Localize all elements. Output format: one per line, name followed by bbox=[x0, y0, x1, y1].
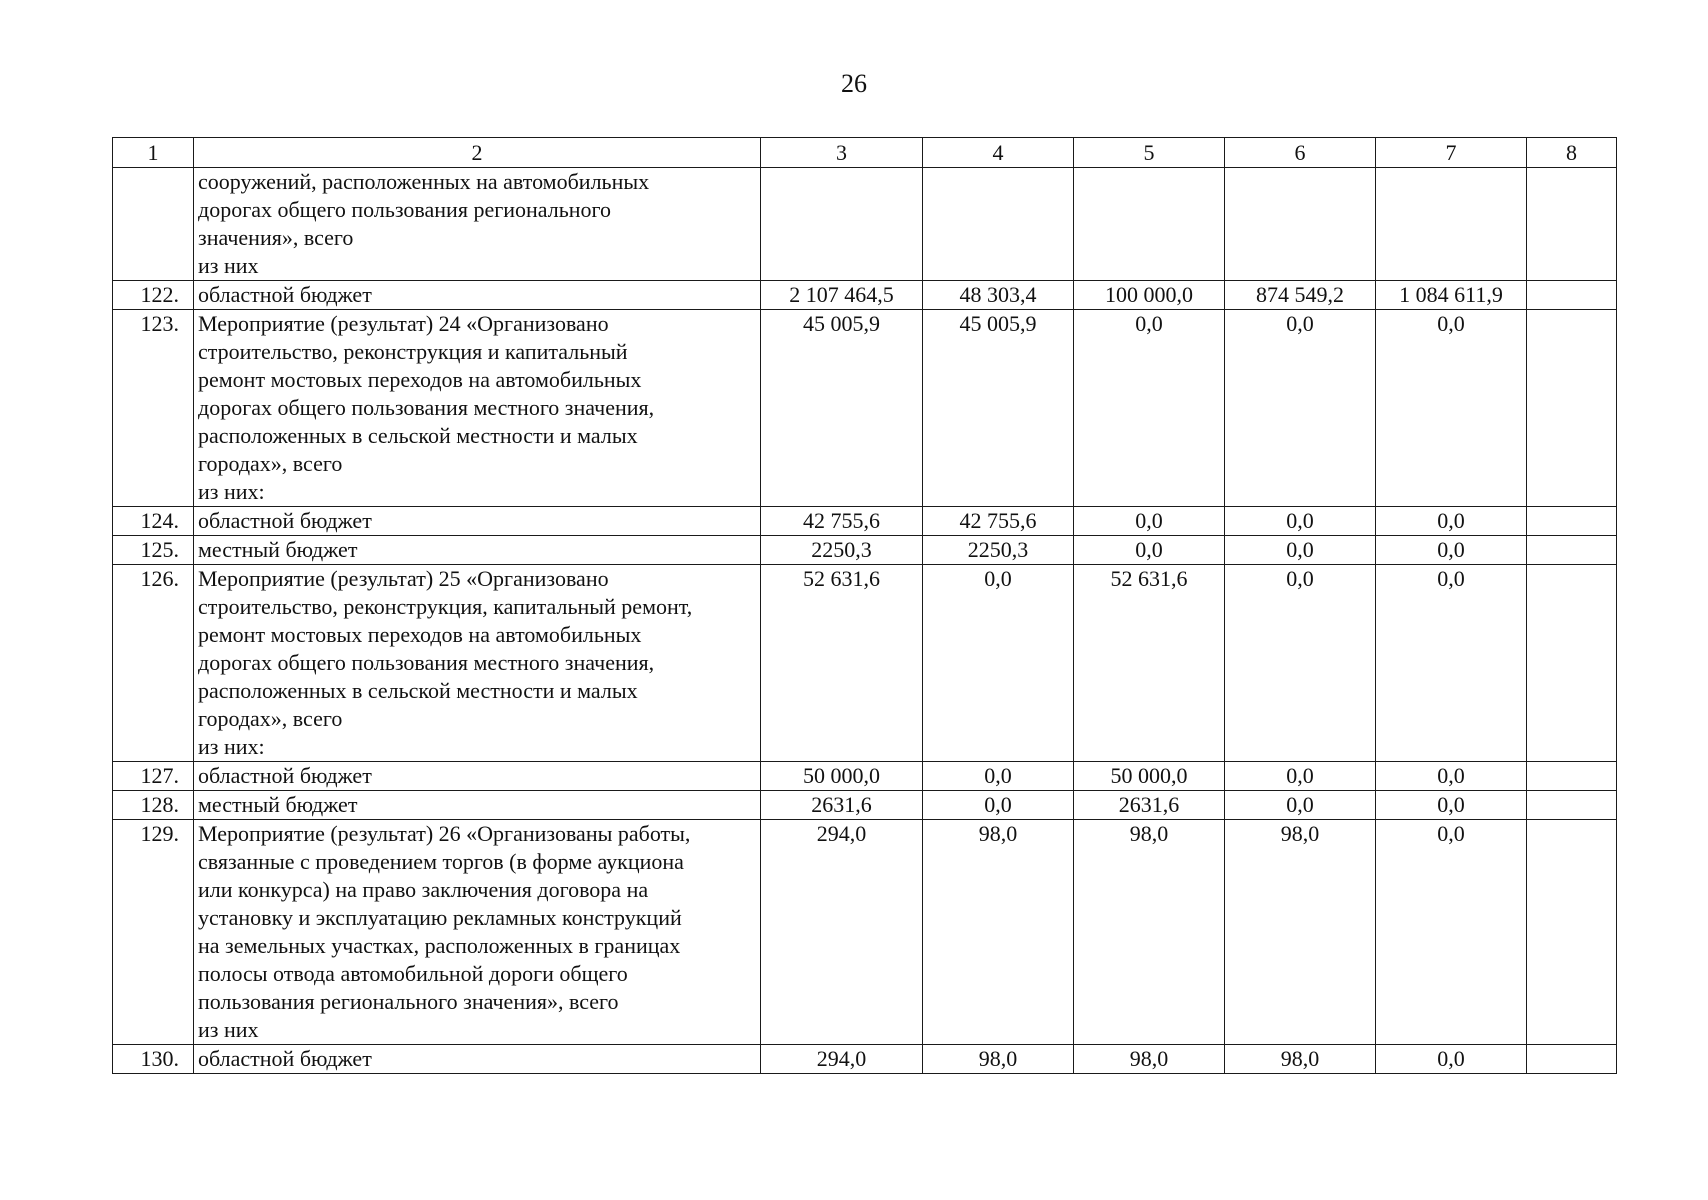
value-cell-col-5: 52 631,6 bbox=[1074, 565, 1225, 762]
row-number: 122. bbox=[113, 281, 194, 310]
column-header: 4 bbox=[923, 138, 1074, 168]
value-cell-col-3 bbox=[761, 168, 923, 281]
value-cell-col-8 bbox=[1527, 281, 1617, 310]
value-cell-col-3: 45 005,9 bbox=[761, 310, 923, 507]
description-line: областной бюджет bbox=[198, 763, 372, 788]
value-cell-col-5: 98,0 bbox=[1074, 1045, 1225, 1074]
value-cell-col-3: 2250,3 bbox=[761, 536, 923, 565]
table-row bbox=[113, 565, 1617, 762]
description-line: строительство, реконструкция, капитальный ремонт, bbox=[198, 594, 693, 619]
value-cell-col-6: 0,0 bbox=[1225, 310, 1376, 507]
value-cell-col-7: 0,0 bbox=[1376, 1045, 1527, 1074]
value-cell-col-5: 100 000,0 bbox=[1074, 281, 1225, 310]
row-description bbox=[194, 820, 761, 1045]
value-cell-col-5: 98,0 bbox=[1074, 820, 1225, 1045]
value-cell-col-7 bbox=[1376, 168, 1527, 281]
row-number: 124. bbox=[113, 507, 194, 536]
value-cell-col-8 bbox=[1527, 565, 1617, 762]
value-cell-col-5: 50 000,0 bbox=[1074, 762, 1225, 791]
description-line: Мероприятие (результат) 26 «Организованы работы, bbox=[198, 821, 691, 846]
value-cell-col-8 bbox=[1527, 168, 1617, 281]
description-line: областной бюджет bbox=[198, 282, 372, 307]
value-cell-col-6: 98,0 bbox=[1225, 1045, 1376, 1074]
description-line: Мероприятие (результат) 24 «Организовано bbox=[198, 311, 609, 336]
value-cell-col-7: 0,0 bbox=[1376, 820, 1527, 1045]
table-row bbox=[113, 281, 1617, 310]
row-number: 130. bbox=[113, 1045, 194, 1074]
value-cell-col-6: 0,0 bbox=[1225, 762, 1376, 791]
value-cell-col-7: 0,0 bbox=[1376, 762, 1527, 791]
description-line: или конкурса) на право заключения договора на bbox=[198, 877, 649, 902]
description-line: сооружений, расположенных на автомобильных bbox=[198, 169, 650, 194]
value-cell-col-4: 0,0 bbox=[923, 762, 1074, 791]
description-line: из них: bbox=[198, 479, 265, 504]
value-cell-col-7: 0,0 bbox=[1376, 791, 1527, 820]
row-description bbox=[194, 536, 761, 565]
value-cell-col-8 bbox=[1527, 536, 1617, 565]
value-cell-col-7: 0,0 bbox=[1376, 565, 1527, 762]
value-cell-col-8 bbox=[1527, 310, 1617, 507]
value-cell-col-4 bbox=[923, 168, 1074, 281]
value-cell-col-8 bbox=[1527, 507, 1617, 536]
value-cell-col-6: 0,0 bbox=[1225, 791, 1376, 820]
value-cell-col-4: 48 303,4 bbox=[923, 281, 1074, 310]
value-cell-col-3: 294,0 bbox=[761, 1045, 923, 1074]
column-header: 7 bbox=[1376, 138, 1527, 168]
value-cell-col-8 bbox=[1527, 820, 1617, 1045]
column-header: 8 bbox=[1527, 138, 1617, 168]
value-cell-col-5: 0,0 bbox=[1074, 507, 1225, 536]
description-line: ремонт мостовых переходов на автомобильных bbox=[198, 367, 642, 392]
value-cell-col-3: 2 107 464,5 bbox=[761, 281, 923, 310]
row-description bbox=[194, 168, 761, 281]
value-cell-col-4: 42 755,6 bbox=[923, 507, 1074, 536]
budget-table bbox=[112, 137, 1617, 1074]
row-description bbox=[194, 281, 761, 310]
value-cell-col-6: 0,0 bbox=[1225, 536, 1376, 565]
table-row bbox=[113, 536, 1617, 565]
value-cell-col-7: 0,0 bbox=[1376, 507, 1527, 536]
row-description bbox=[194, 1045, 761, 1074]
value-cell-col-3: 50 000,0 bbox=[761, 762, 923, 791]
description-line: из них bbox=[198, 1017, 259, 1042]
value-cell-col-6: 0,0 bbox=[1225, 507, 1376, 536]
row-description bbox=[194, 565, 761, 762]
description-line: ремонт мостовых переходов на автомобильных bbox=[198, 622, 642, 647]
value-cell-col-3: 42 755,6 bbox=[761, 507, 923, 536]
value-cell-col-3: 2631,6 bbox=[761, 791, 923, 820]
value-cell-col-4: 0,0 bbox=[923, 565, 1074, 762]
column-header: 5 bbox=[1074, 138, 1225, 168]
row-number: 128. bbox=[113, 791, 194, 820]
description-line: городах», всего bbox=[198, 451, 343, 476]
table-row bbox=[113, 507, 1617, 536]
table-row bbox=[113, 168, 1617, 281]
value-cell-col-8 bbox=[1527, 1045, 1617, 1074]
value-cell-col-3: 52 631,6 bbox=[761, 565, 923, 762]
description-line: дорогах общего пользования регионального bbox=[198, 197, 611, 222]
description-line: дорогах общего пользования местного значения, bbox=[198, 395, 655, 420]
value-cell-col-7: 0,0 bbox=[1376, 536, 1527, 565]
value-cell-col-6: 874 549,2 bbox=[1225, 281, 1376, 310]
value-cell-col-5: 2631,6 bbox=[1074, 791, 1225, 820]
description-line: значения», всего bbox=[198, 225, 354, 250]
row-description bbox=[194, 310, 761, 507]
value-cell-col-4: 98,0 bbox=[923, 820, 1074, 1045]
value-cell-col-4: 0,0 bbox=[923, 791, 1074, 820]
description-line: из них: bbox=[198, 734, 265, 759]
description-line: из них bbox=[198, 253, 259, 278]
value-cell-col-5: 0,0 bbox=[1074, 536, 1225, 565]
table-row bbox=[113, 1045, 1617, 1074]
column-header: 6 bbox=[1225, 138, 1376, 168]
table-row bbox=[113, 791, 1617, 820]
value-cell-col-4: 2250,3 bbox=[923, 536, 1074, 565]
value-cell-col-5: 0,0 bbox=[1074, 310, 1225, 507]
description-line: городах», всего bbox=[198, 706, 343, 731]
description-line: на земельных участках, расположенных в границах bbox=[198, 933, 681, 958]
row-description bbox=[194, 791, 761, 820]
value-cell-col-7: 1 084 611,9 bbox=[1376, 281, 1527, 310]
value-cell-col-4: 45 005,9 bbox=[923, 310, 1074, 507]
description-line: строительство, реконструкция и капитальный bbox=[198, 339, 628, 364]
description-line: пользования регионального значения», всего bbox=[198, 989, 619, 1014]
table-row bbox=[113, 310, 1617, 507]
value-cell-col-6: 0,0 bbox=[1225, 565, 1376, 762]
description-line: областной бюджет bbox=[198, 508, 372, 533]
value-cell-col-4: 98,0 bbox=[923, 1045, 1074, 1074]
value-cell-col-8 bbox=[1527, 762, 1617, 791]
row-number: 127. bbox=[113, 762, 194, 791]
description-line: местный бюджет bbox=[198, 792, 358, 817]
description-line: расположенных в сельской местности и малых bbox=[198, 678, 638, 703]
column-header: 1 bbox=[113, 138, 194, 168]
value-cell-col-6 bbox=[1225, 168, 1376, 281]
value-cell-col-7: 0,0 bbox=[1376, 310, 1527, 507]
table-row bbox=[113, 762, 1617, 791]
row-number: 125. bbox=[113, 536, 194, 565]
value-cell-col-8 bbox=[1527, 791, 1617, 820]
row-description bbox=[194, 762, 761, 791]
description-line: областной бюджет bbox=[198, 1046, 372, 1071]
row-number: 123. bbox=[113, 310, 194, 507]
description-line: установку и эксплуатацию рекламных конструкций bbox=[198, 905, 682, 930]
header-row bbox=[113, 138, 1617, 168]
description-line: местный бюджет bbox=[198, 537, 358, 562]
column-header: 2 bbox=[194, 138, 761, 168]
description-line: Мероприятие (результат) 25 «Организовано bbox=[198, 566, 609, 591]
description-line: расположенных в сельской местности и малых bbox=[198, 423, 638, 448]
description-line: полосы отвода автомобильной дороги общего bbox=[198, 961, 628, 986]
value-cell-col-6: 98,0 bbox=[1225, 820, 1376, 1045]
description-line: связанные с проведением торгов (в форме аукциона bbox=[198, 849, 684, 874]
page-number: 26 bbox=[841, 69, 867, 98]
row-description bbox=[194, 507, 761, 536]
value-cell-col-5 bbox=[1074, 168, 1225, 281]
row-number bbox=[113, 168, 194, 281]
column-header: 3 bbox=[761, 138, 923, 168]
value-cell-col-3: 294,0 bbox=[761, 820, 923, 1045]
description-line: дорогах общего пользования местного значения, bbox=[198, 650, 655, 675]
row-number: 129. bbox=[113, 820, 194, 1045]
table-row bbox=[113, 820, 1617, 1045]
row-number: 126. bbox=[113, 565, 194, 762]
